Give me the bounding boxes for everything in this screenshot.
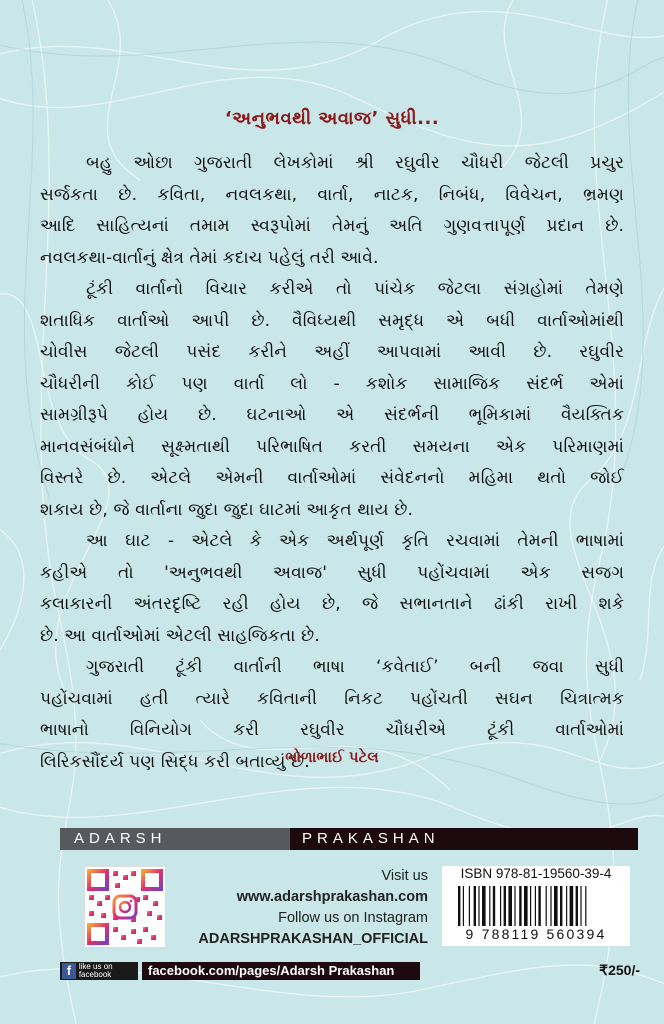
barcode-bar (560, 886, 562, 926)
barcode-bar (493, 886, 495, 926)
barcode-bar (585, 886, 586, 926)
text-line: નવલકથા-વાર્તાનું ક્ષેત્ર તેમાં કદાચ પહેલું તરી આવે. (40, 247, 379, 268)
publisher-banner (60, 828, 638, 850)
text-line: ટૂંકી વાર્તાનો વિચાર કરીએ તો પાંચેક જેટલા સંગ્રહોમાં તેમણે (86, 279, 624, 299)
text-line: વિસ્તરે છે. એટલે એમની વાર્તાઓમાં સંવેદનનો મહિમા થતો જોઈ (40, 468, 624, 488)
barcode-digits: 9 788119 560394 (442, 926, 630, 942)
website-link[interactable]: www.adarshprakashan.com (236, 889, 428, 905)
barcode-bar (458, 886, 460, 926)
publisher-name-left: ADARSH (60, 828, 290, 850)
barcode-bar (504, 886, 506, 926)
text-line: છે. આ વાર્તાઓમાં એટલી સાહજિકતા છે. (40, 625, 320, 646)
barcode-bar (546, 886, 547, 926)
text-line: ગુજરાતી ટૂંકી વાર્તાની ભાષા ‘કવેતાઈ’ બની જવા સુધી (86, 657, 624, 677)
text-line: સર્જકતા છે. કવિતા, નવલકથા, વાર્તા, નાટક, નિબંધ, વિવેચન, ભ્રમણ (40, 184, 624, 205)
qr-code[interactable] (84, 866, 166, 948)
text-line: શતાધિક વાર્તાઓ આપી છે. વૈવિધ્યથી સમૃદ્ધ એ બધી વાર્તાઓમાંથી (40, 310, 624, 331)
barcode-bar (463, 886, 464, 926)
barcode-bar (469, 886, 470, 926)
text-line: આદિ સાહિત્યનાં તમામ સ્વરૂપોમાં તેમનું અતિ ગુણવત્તાપૂર્ણ પ્રદાન છે. (40, 216, 624, 236)
text-line: બહુ ઓછા ગુજરાતી લેખકોમાં શ્રી રઘુવીર ચૌધરી જેટલી પ્રચુર (86, 153, 624, 173)
barcode-bar (535, 886, 536, 926)
text-line: ભાષાનો વિનિયોગ કરી રઘુવીર ચૌધરીએ ટૂંકી વાર્તાઓમાં (40, 720, 624, 740)
paragraph (40, 148, 624, 274)
barcode-bar (478, 886, 479, 926)
author-name: ભોળાભાઈ પટેલ (285, 748, 379, 766)
visit-label: Visit us (381, 868, 428, 884)
price: ₹250/- (599, 962, 640, 978)
facebook-badge-text: like us on facebook (78, 962, 113, 979)
barcode-bar (570, 886, 574, 926)
text-line: લિરિકસૌંદર્ય પણ સિદ્ધ કરી બતાવ્યું છે. (40, 751, 310, 772)
blurb-text (40, 148, 624, 778)
barcode-bar (576, 886, 578, 926)
page-title: ‘અનુભવથી અવાજ’ સુધી... (224, 108, 440, 129)
barcode-bar (489, 886, 490, 926)
barcode-bar (538, 886, 540, 926)
barcode-bar (500, 886, 501, 926)
facebook-icon: f (62, 963, 76, 979)
facebook-like-badge[interactable] (60, 962, 138, 980)
follow-label: Follow us on Instagram (278, 910, 428, 926)
instagram-handle[interactable]: ADARSHPRAKASHAN_OFFICIAL (198, 931, 428, 947)
text-line: કલાકારની અંતરદૃષ્ટિ રહી હોય છે, જે સભાનતાને ઢાંકી રાખી શકે (40, 594, 624, 614)
paragraph (40, 274, 624, 526)
barcode-bar (530, 886, 531, 926)
text-line: શકાય છે, જે વાર્તાના જુદા જુદા ઘાટમાં આકૃત થાય છે. (40, 499, 413, 520)
barcode-bar (580, 886, 581, 926)
publisher-name-right: PRAKASHAN (302, 830, 440, 847)
text-line: આ ઘાટ - એટલે કે એક અર્થપૂર્ણ કૃતિ રચવામાં તેમની ભાષામાં (86, 531, 624, 551)
barcode-bar (482, 886, 486, 926)
contact-info (180, 866, 428, 950)
barcode-bar (519, 886, 521, 926)
paragraph (40, 526, 624, 652)
barcode-bar (514, 886, 515, 926)
text-line: ચોવીસ જેટલી પસંદ કરીને અહીં આપવામાં આવી છે. રઘુવીર (40, 342, 624, 362)
isbn-number: ISBN 978-81-19560-39-4 (460, 866, 612, 881)
barcode-bar (508, 886, 512, 926)
barcode-bar (566, 886, 567, 926)
qr-code-icon (85, 867, 165, 947)
text-line: માનવસંબંધોને સૂક્ષ્મતાથી પરિભાષિત કરતી સમયના એક પરિમાણમાં (40, 436, 624, 457)
barcode-bar (524, 886, 528, 926)
facebook-link[interactable]: facebook.com/pages/Adarsh Prakashan (142, 962, 420, 980)
text-line: પહોંચવામાં હતી ત્યારે કવિતાની નિકટ પહોંચતી સઘન ચિત્રાત્મક (40, 688, 624, 709)
text-line: ચૌધરીની કોઈ પણ વાર્તા લો - કશોક સામાજિક સંદર્ભ એમાં (40, 373, 624, 394)
text-line: કહીએ તો 'અનુભવથી અવાજ' સુધી પહોંચવામાં એક સજગ (40, 562, 624, 583)
barcode-bar (554, 886, 558, 926)
text-line: સામગ્રીરૂપે હોય છે. ઘટનાઓ એ સંદર્ભની ભૂમિકામાં વૈયક્તિક (40, 405, 624, 425)
barcode-bar (550, 886, 551, 926)
barcode-bar (474, 886, 476, 926)
